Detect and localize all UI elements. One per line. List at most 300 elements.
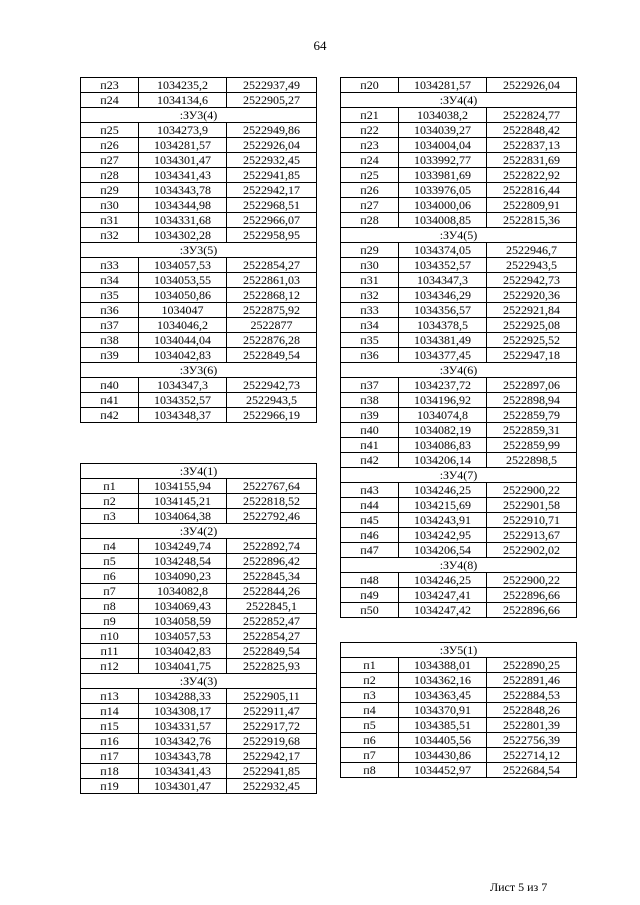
x-coordinate: 1034281,57 [399, 78, 487, 93]
x-coordinate: 1034247,41 [399, 588, 487, 603]
y-coordinate: 2522913,67 [487, 528, 577, 543]
point-id: п43 [341, 483, 399, 498]
x-coordinate: 1034346,29 [399, 288, 487, 303]
y-coordinate: 2522859,31 [487, 423, 577, 438]
x-coordinate: 1034331,68 [139, 213, 227, 228]
x-coordinate: 1034370,91 [399, 703, 487, 718]
table-row [341, 763, 577, 778]
left-column [80, 77, 317, 794]
table-row [341, 123, 577, 138]
point-id: п39 [81, 348, 139, 363]
x-coordinate: 1034341,43 [139, 168, 227, 183]
table-row [81, 689, 317, 704]
y-coordinate: 2522854,27 [227, 258, 317, 273]
x-coordinate: 1034082,19 [399, 423, 487, 438]
y-coordinate: 2522937,49 [227, 78, 317, 93]
y-coordinate: 2522892,74 [227, 539, 317, 554]
table-row [81, 719, 317, 734]
table-row [341, 543, 577, 558]
y-coordinate: 2522926,04 [487, 78, 577, 93]
section-label: :ЗУ5(1) [341, 643, 577, 658]
point-id: п7 [81, 584, 139, 599]
point-id: п5 [81, 554, 139, 569]
x-coordinate: 1034331,57 [139, 719, 227, 734]
y-coordinate: 2522925,08 [487, 318, 577, 333]
table-row [341, 393, 577, 408]
section-label: :ЗУ3(5) [81, 243, 317, 258]
point-id: п28 [81, 168, 139, 183]
y-coordinate: 2522968,51 [227, 198, 317, 213]
table-row [81, 584, 317, 599]
x-coordinate: 1034042,83 [139, 348, 227, 363]
table-row [341, 453, 577, 468]
x-coordinate: 1034405,56 [399, 733, 487, 748]
sheet-footer: Лист 5 из 7 [490, 880, 548, 894]
y-coordinate: 2522845,34 [227, 569, 317, 584]
point-id: п50 [341, 603, 399, 618]
y-coordinate: 2522809,91 [487, 198, 577, 213]
table-row [81, 198, 317, 213]
table-row [81, 539, 317, 554]
coordinate-table [80, 77, 317, 423]
table-row [341, 688, 577, 703]
point-id: п30 [341, 258, 399, 273]
x-coordinate: 1033992,77 [399, 153, 487, 168]
section-row [341, 228, 577, 243]
x-coordinate: 1034243,91 [399, 513, 487, 528]
y-coordinate: 2522897,06 [487, 378, 577, 393]
section-label: :ЗУ4(8) [341, 558, 577, 573]
point-id: п41 [341, 438, 399, 453]
section-row [341, 363, 577, 378]
y-coordinate: 2522901,58 [487, 498, 577, 513]
point-id: п3 [341, 688, 399, 703]
y-coordinate: 2522792,46 [227, 509, 317, 524]
point-id: п41 [81, 393, 139, 408]
x-coordinate: 1034347,3 [139, 378, 227, 393]
y-coordinate: 2522896,66 [487, 588, 577, 603]
x-coordinate: 1034341,43 [139, 764, 227, 779]
table-row [341, 348, 577, 363]
table-row [81, 614, 317, 629]
table-row [81, 138, 317, 153]
point-id: п42 [81, 408, 139, 423]
x-coordinate: 1034343,78 [139, 183, 227, 198]
table-row [341, 513, 577, 528]
y-coordinate: 2522910,71 [487, 513, 577, 528]
table-row [81, 629, 317, 644]
section-label: :ЗУ4(5) [341, 228, 577, 243]
table-row [341, 288, 577, 303]
y-coordinate: 2522767,64 [227, 479, 317, 494]
y-coordinate: 2522943,5 [487, 258, 577, 273]
table-row [81, 288, 317, 303]
section-label: :ЗУ4(2) [81, 524, 317, 539]
x-coordinate: 1034281,57 [139, 138, 227, 153]
y-coordinate: 2522845,1 [227, 599, 317, 614]
section-label: :ЗУ4(6) [341, 363, 577, 378]
table-row [341, 438, 577, 453]
table-row [81, 123, 317, 138]
table-row [81, 659, 317, 674]
point-id: п13 [81, 689, 139, 704]
table-row [341, 318, 577, 333]
table-row [81, 273, 317, 288]
x-coordinate: 1034308,17 [139, 704, 227, 719]
table-row [341, 603, 577, 618]
y-coordinate: 2522966,07 [227, 213, 317, 228]
section-label: :ЗУ4(4) [341, 93, 577, 108]
point-id: п6 [341, 733, 399, 748]
section-row [341, 93, 577, 108]
x-coordinate: 1034044,04 [139, 333, 227, 348]
point-id: п25 [341, 168, 399, 183]
point-id: п2 [341, 673, 399, 688]
point-id: п7 [341, 748, 399, 763]
coordinate-table [340, 642, 577, 778]
x-coordinate: 1034378,5 [399, 318, 487, 333]
x-coordinate: 1034385,51 [399, 718, 487, 733]
x-coordinate: 1034237,72 [399, 378, 487, 393]
table-row [341, 153, 577, 168]
x-coordinate: 1034363,45 [399, 688, 487, 703]
table-row [81, 779, 317, 794]
x-coordinate: 1034348,37 [139, 408, 227, 423]
table-row [341, 498, 577, 513]
section-label: :ЗУ3(4) [81, 108, 317, 123]
table-row [81, 569, 317, 584]
point-id: п33 [341, 303, 399, 318]
point-id: п42 [341, 453, 399, 468]
y-coordinate: 2522876,28 [227, 333, 317, 348]
y-coordinate: 2522868,12 [227, 288, 317, 303]
point-id: п40 [81, 378, 139, 393]
point-id: п23 [81, 78, 139, 93]
table-row [81, 734, 317, 749]
y-coordinate: 2522917,72 [227, 719, 317, 734]
table-row [341, 213, 577, 228]
table-row [341, 408, 577, 423]
section-row [81, 524, 317, 539]
point-id: п26 [341, 183, 399, 198]
y-coordinate: 2522684,54 [487, 763, 577, 778]
y-coordinate: 2522902,02 [487, 543, 577, 558]
y-coordinate: 2522947,18 [487, 348, 577, 363]
y-coordinate: 2522919,68 [227, 734, 317, 749]
table-row [81, 183, 317, 198]
x-coordinate: 1034090,23 [139, 569, 227, 584]
x-coordinate: 1034008,85 [399, 213, 487, 228]
x-coordinate: 1034301,47 [139, 153, 227, 168]
x-coordinate: 1034356,57 [399, 303, 487, 318]
table-row [81, 213, 317, 228]
point-id: п45 [341, 513, 399, 528]
point-id: п5 [341, 718, 399, 733]
y-coordinate: 2522891,46 [487, 673, 577, 688]
x-coordinate: 1034215,69 [399, 498, 487, 513]
point-id: п19 [81, 779, 139, 794]
point-id: п29 [341, 243, 399, 258]
y-coordinate: 2522941,85 [227, 168, 317, 183]
x-coordinate: 1034069,43 [139, 599, 227, 614]
point-id: п8 [81, 599, 139, 614]
y-coordinate: 2522714,12 [487, 748, 577, 763]
x-coordinate: 1034374,05 [399, 243, 487, 258]
point-id: п49 [341, 588, 399, 603]
point-id: п47 [341, 543, 399, 558]
table-row [81, 303, 317, 318]
table-row [341, 183, 577, 198]
x-coordinate: 1034000,06 [399, 198, 487, 213]
point-id: п30 [81, 198, 139, 213]
point-id: п23 [341, 138, 399, 153]
point-id: п35 [81, 288, 139, 303]
point-id: п24 [341, 153, 399, 168]
point-id: п36 [341, 348, 399, 363]
y-coordinate: 2522911,47 [227, 704, 317, 719]
y-coordinate: 2522801,39 [487, 718, 577, 733]
y-coordinate: 2522905,11 [227, 689, 317, 704]
y-coordinate: 2522896,66 [487, 603, 577, 618]
table-row [341, 528, 577, 543]
y-coordinate: 2522900,22 [487, 573, 577, 588]
x-coordinate: 1033976,05 [399, 183, 487, 198]
section-row [341, 558, 577, 573]
x-coordinate: 1034041,75 [139, 659, 227, 674]
y-coordinate: 2522859,99 [487, 438, 577, 453]
y-coordinate: 2522877 [227, 318, 317, 333]
table-row [341, 658, 577, 673]
point-id: п26 [81, 138, 139, 153]
x-coordinate: 1034086,83 [399, 438, 487, 453]
section-row [81, 363, 317, 378]
x-coordinate: 1034058,59 [139, 614, 227, 629]
table-row [81, 479, 317, 494]
section-row [81, 243, 317, 258]
table-row [81, 764, 317, 779]
x-coordinate: 1034352,57 [399, 258, 487, 273]
table-row [81, 378, 317, 393]
point-id: п32 [341, 288, 399, 303]
point-id: п17 [81, 749, 139, 764]
table-row [81, 228, 317, 243]
x-coordinate: 1034343,78 [139, 749, 227, 764]
x-coordinate: 1034042,83 [139, 644, 227, 659]
x-coordinate: 1034206,14 [399, 453, 487, 468]
point-id: п14 [81, 704, 139, 719]
x-coordinate: 1034155,94 [139, 479, 227, 494]
y-coordinate: 2522920,36 [487, 288, 577, 303]
section-label: :ЗУ4(1) [81, 464, 317, 479]
y-coordinate: 2522942,17 [227, 183, 317, 198]
section-row [81, 464, 317, 479]
x-coordinate: 1034344,98 [139, 198, 227, 213]
point-id: п20 [341, 78, 399, 93]
point-id: п36 [81, 303, 139, 318]
y-coordinate: 2522966,19 [227, 408, 317, 423]
table-row [341, 573, 577, 588]
x-coordinate: 1034057,53 [139, 629, 227, 644]
y-coordinate: 2522921,84 [487, 303, 577, 318]
x-coordinate: 1034038,2 [399, 108, 487, 123]
point-id: п21 [341, 108, 399, 123]
y-coordinate: 2522852,47 [227, 614, 317, 629]
point-id: п8 [341, 763, 399, 778]
x-coordinate: 1034273,9 [139, 123, 227, 138]
table-row [81, 168, 317, 183]
y-coordinate: 2522825,93 [227, 659, 317, 674]
section-label: :ЗУ4(7) [341, 468, 577, 483]
section-label: :ЗУ3(6) [81, 363, 317, 378]
point-id: п37 [81, 318, 139, 333]
x-coordinate: 1034057,53 [139, 258, 227, 273]
y-coordinate: 2522942,17 [227, 749, 317, 764]
table-row [341, 333, 577, 348]
y-coordinate: 2522943,5 [227, 393, 317, 408]
table-row [341, 273, 577, 288]
y-coordinate: 2522890,25 [487, 658, 577, 673]
table-row [341, 138, 577, 153]
point-id: п34 [341, 318, 399, 333]
x-coordinate: 1034246,25 [399, 573, 487, 588]
point-id: п1 [341, 658, 399, 673]
y-coordinate: 2522941,85 [227, 764, 317, 779]
table-row [81, 704, 317, 719]
point-id: п1 [81, 479, 139, 494]
x-coordinate: 1034249,74 [139, 539, 227, 554]
point-id: п16 [81, 734, 139, 749]
table-row [341, 483, 577, 498]
table-row [81, 393, 317, 408]
point-id: п10 [81, 629, 139, 644]
y-coordinate: 2522932,45 [227, 153, 317, 168]
y-coordinate: 2522900,22 [487, 483, 577, 498]
point-id: п15 [81, 719, 139, 734]
point-id: п31 [341, 273, 399, 288]
x-coordinate: 1034050,86 [139, 288, 227, 303]
table-row [341, 78, 577, 93]
x-coordinate: 1034452,97 [399, 763, 487, 778]
y-coordinate: 2522837,13 [487, 138, 577, 153]
x-coordinate: 1034004,04 [399, 138, 487, 153]
y-coordinate: 2522896,42 [227, 554, 317, 569]
table-row [341, 733, 577, 748]
point-id: п3 [81, 509, 139, 524]
point-id: п11 [81, 644, 139, 659]
point-id: п18 [81, 764, 139, 779]
section-label: :ЗУ4(3) [81, 674, 317, 689]
section-row [81, 674, 317, 689]
table-row [81, 348, 317, 363]
point-id: п46 [341, 528, 399, 543]
y-coordinate: 2522848,42 [487, 123, 577, 138]
point-id: п33 [81, 258, 139, 273]
y-coordinate: 2522822,92 [487, 168, 577, 183]
point-id: п9 [81, 614, 139, 629]
y-coordinate: 2522861,03 [227, 273, 317, 288]
table-row [341, 303, 577, 318]
point-id: п40 [341, 423, 399, 438]
table-row [341, 703, 577, 718]
table-row [81, 78, 317, 93]
x-coordinate: 1033981,69 [399, 168, 487, 183]
y-coordinate: 2522875,92 [227, 303, 317, 318]
point-id: п2 [81, 494, 139, 509]
table-row [341, 718, 577, 733]
x-coordinate: 1034082,8 [139, 584, 227, 599]
y-coordinate: 2522818,52 [227, 494, 317, 509]
x-coordinate: 1034381,49 [399, 333, 487, 348]
y-coordinate: 2522949,86 [227, 123, 317, 138]
point-id: п12 [81, 659, 139, 674]
x-coordinate: 1034347,3 [399, 273, 487, 288]
y-coordinate: 2522849,54 [227, 644, 317, 659]
point-id: п34 [81, 273, 139, 288]
page-number: 64 [313, 38, 327, 53]
x-coordinate: 1034302,28 [139, 228, 227, 243]
y-coordinate: 2522925,52 [487, 333, 577, 348]
table-row [341, 673, 577, 688]
y-coordinate: 2522958,95 [227, 228, 317, 243]
y-coordinate: 2522942,73 [227, 378, 317, 393]
x-coordinate: 1034388,01 [399, 658, 487, 673]
point-id: п27 [81, 153, 139, 168]
table-row [81, 93, 317, 108]
table-row [81, 333, 317, 348]
y-coordinate: 2522898,5 [487, 453, 577, 468]
x-coordinate: 1034046,2 [139, 318, 227, 333]
point-id: п28 [341, 213, 399, 228]
table-row [81, 258, 317, 273]
table-row [81, 318, 317, 333]
x-coordinate: 1034246,25 [399, 483, 487, 498]
table-row [81, 408, 317, 423]
x-coordinate: 1034288,33 [139, 689, 227, 704]
table-row [81, 599, 317, 614]
y-coordinate: 2522905,27 [227, 93, 317, 108]
y-coordinate: 2522854,27 [227, 629, 317, 644]
y-coordinate: 2522898,94 [487, 393, 577, 408]
y-coordinate: 2522942,73 [487, 273, 577, 288]
x-coordinate: 1034206,54 [399, 543, 487, 558]
x-coordinate: 1034039,27 [399, 123, 487, 138]
x-coordinate: 1034134,6 [139, 93, 227, 108]
coordinate-table [80, 463, 317, 794]
x-coordinate: 1034053,55 [139, 273, 227, 288]
table-row [341, 748, 577, 763]
point-id: п32 [81, 228, 139, 243]
x-coordinate: 1034248,54 [139, 554, 227, 569]
y-coordinate: 2522926,04 [227, 138, 317, 153]
x-coordinate: 1034064,38 [139, 509, 227, 524]
coordinate-table [340, 77, 577, 618]
point-id: п27 [341, 198, 399, 213]
y-coordinate: 2522815,36 [487, 213, 577, 228]
table-row [341, 423, 577, 438]
table-row [81, 494, 317, 509]
x-coordinate: 1034342,76 [139, 734, 227, 749]
point-id: п35 [341, 333, 399, 348]
point-id: п38 [341, 393, 399, 408]
y-coordinate: 2522831,69 [487, 153, 577, 168]
y-coordinate: 2522932,45 [227, 779, 317, 794]
x-coordinate: 1034235,2 [139, 78, 227, 93]
table-row [341, 108, 577, 123]
table-row [341, 588, 577, 603]
x-coordinate: 1034242,95 [399, 528, 487, 543]
point-id: п38 [81, 333, 139, 348]
point-id: п4 [81, 539, 139, 554]
